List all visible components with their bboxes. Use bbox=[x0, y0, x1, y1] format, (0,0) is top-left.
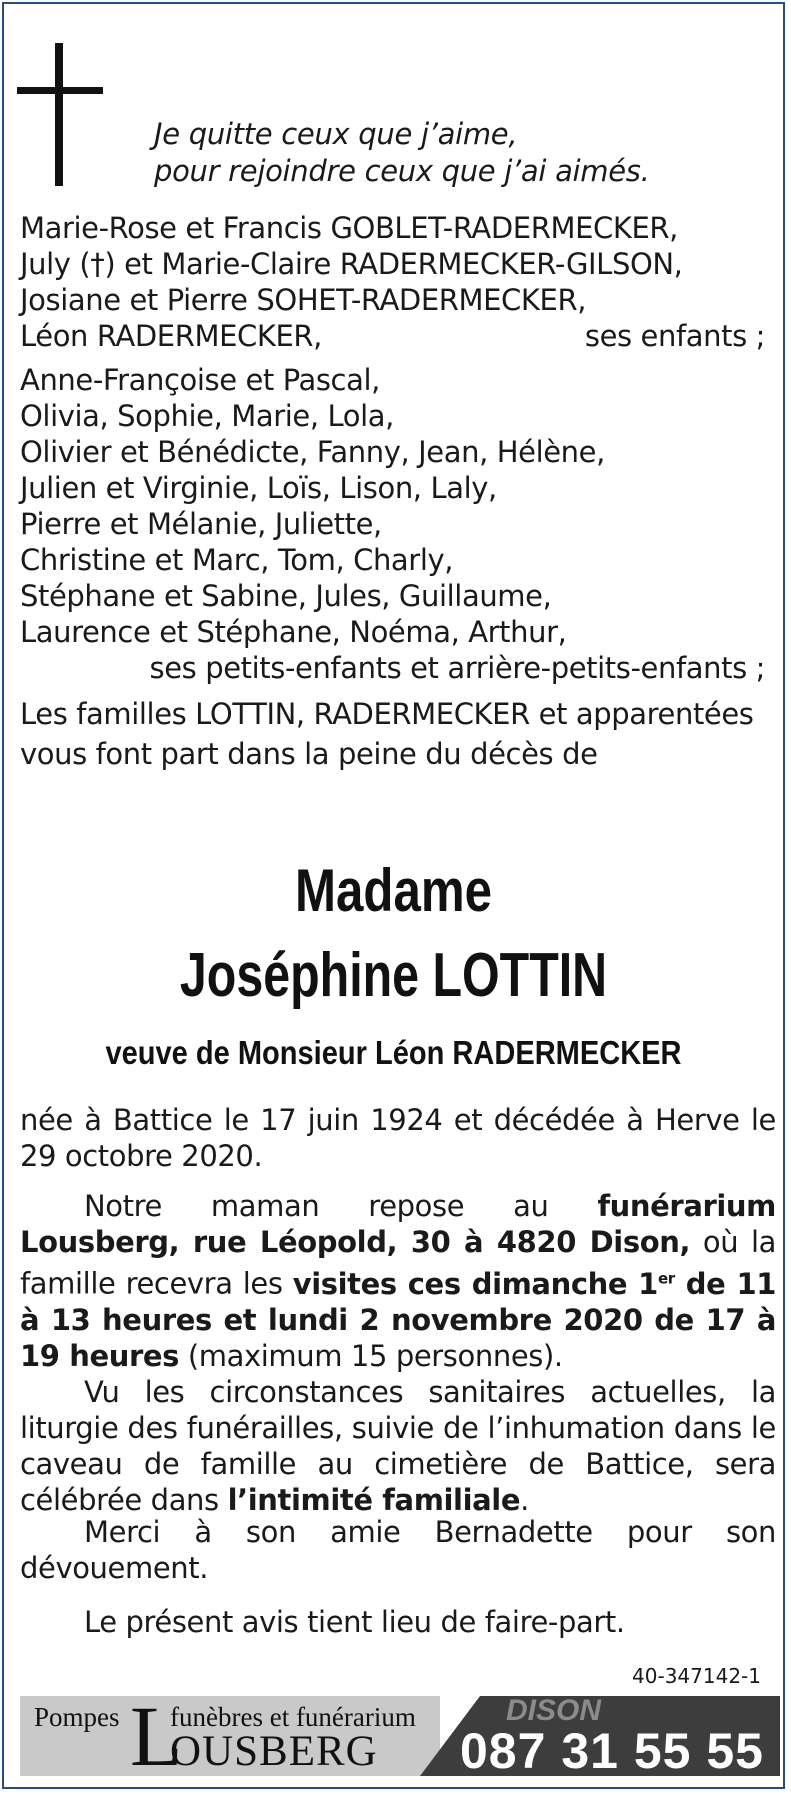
thanks-paragraph: Merci à son amie Bernadette pour son dévouement. bbox=[20, 1515, 776, 1585]
reference-number: 40-347142-1 bbox=[632, 1664, 761, 1688]
quote-line: Je quitte ceux que j’aime, bbox=[154, 117, 518, 151]
phone-number: 087 31 55 55 bbox=[460, 1723, 764, 1779]
children-list bbox=[20, 210, 682, 354]
p1-text: Notre maman repose au bbox=[84, 1189, 598, 1223]
grandchild-line: Anne-Françoise et Pascal, bbox=[20, 363, 380, 397]
children-role: ses enfants ; bbox=[584, 319, 765, 353]
cross-icon-bar bbox=[17, 87, 103, 94]
funeral-home-banner bbox=[20, 1688, 780, 1784]
visit-times: de 11 à 13 heures et lundi 2 novembre 2020 de 17 à 19 heures bbox=[20, 1266, 776, 1373]
city-label: DISON bbox=[506, 1694, 602, 1727]
grandchildren-role: ses petits-enfants et arrière-petits-enfants ; bbox=[149, 651, 765, 685]
deceased-name: Joséphine LOTTIN bbox=[179, 941, 608, 1010]
ceremony-paragraph bbox=[20, 1374, 776, 1518]
families-line: Les familles LOTTIN, RADERMECKER et apparentées bbox=[20, 697, 754, 731]
grandchild-line: Olivier et Bénédicte, Fanny, Jean, Hélène, bbox=[20, 435, 605, 469]
child-line: Léon RADERMECKER, bbox=[20, 319, 322, 353]
grandchild-line: Olivia, Sophie, Marie, Lola, bbox=[20, 399, 394, 433]
brand-name: OUSBERG bbox=[170, 1728, 378, 1775]
p1-text: (maximum 15 personnes). bbox=[179, 1338, 563, 1373]
private-ceremony: l’intimité familiale bbox=[227, 1483, 521, 1517]
announcement-note: Le présent avis tient lieu de faire-part. bbox=[84, 1605, 625, 1639]
grandchildren-list bbox=[20, 362, 605, 650]
grandchild-line: Christine et Marc, Tom, Charly, bbox=[20, 543, 454, 577]
visit-times: visites ces dimanche 1 bbox=[292, 1266, 658, 1301]
child-line: July (†) et Marie-Claire RADERMECKER-GILSON, bbox=[20, 247, 683, 281]
grandchild-line: Julien et Virginie, Loïs, Lison, Laly, bbox=[20, 471, 497, 505]
epitaph-quote bbox=[154, 116, 650, 190]
grandchild-line: Pierre et Mélanie, Juliette, bbox=[20, 507, 382, 541]
families-text bbox=[20, 694, 754, 774]
visitation-paragraph bbox=[20, 1188, 776, 1374]
widow-of: veuve de Monsieur Léon RADERMECKER bbox=[105, 1034, 682, 1071]
birth-death-text: née à Battice le 17 juin 1924 et décédée à Herve le 29 octobre 2020. bbox=[20, 1103, 776, 1173]
quote-line: pour rejoindre ceux que j’ai aimés. bbox=[154, 154, 650, 188]
cross-icon bbox=[55, 43, 63, 186]
grandchild-line: Laurence et Stéphane, Noéma, Arthur, bbox=[20, 615, 567, 649]
p2-text: . bbox=[520, 1483, 529, 1517]
grandchild-line: Stéphane et Sabine, Jules, Guillaume, bbox=[20, 579, 552, 613]
deceased-title: Madame bbox=[295, 857, 492, 924]
funebres-text: funèbres et funérarium bbox=[170, 1702, 416, 1732]
brand-initial: L bbox=[130, 1688, 183, 1784]
child-line: Josiane et Pierre SOHET-RADERMECKER, bbox=[20, 283, 587, 317]
p1-text: où la famille recevra les bbox=[20, 1225, 776, 1301]
ordinal-sup: er bbox=[657, 1269, 675, 1287]
funeral-home-address: funérarium Lousberg, rue Léopold, 30 à 4820 Dison, bbox=[20, 1189, 776, 1259]
child-line: Marie-Rose et Francis GOBLET-RADERMECKER, bbox=[20, 211, 678, 245]
families-line: vous font part dans la peine du décès de bbox=[20, 737, 598, 771]
pompes-text: Pompes bbox=[34, 1702, 120, 1732]
notice-frame bbox=[2, 2, 785, 1789]
p2-text: Vu les circonstances sanitaires actuelles, la liturgie des funérailles, suivie de l’inhumation dans le caveau de famille au cimetière de Battice, sera célébrée dans bbox=[20, 1375, 776, 1517]
